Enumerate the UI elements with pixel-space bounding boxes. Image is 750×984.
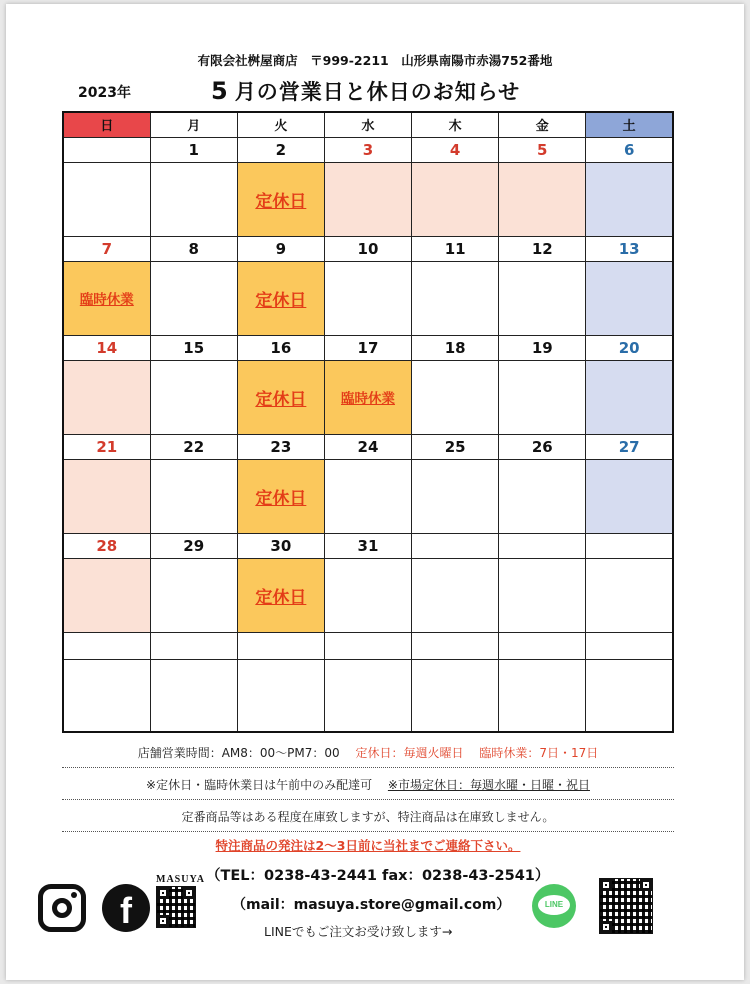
date-cell bbox=[412, 632, 499, 659]
week-1-dates bbox=[63, 137, 673, 162]
weekday-fri: 金 bbox=[499, 112, 586, 137]
week-4-dates bbox=[63, 434, 673, 459]
week-6-notes bbox=[63, 659, 673, 732]
note-cell bbox=[586, 162, 673, 236]
weekday-mon: 月 bbox=[150, 112, 237, 137]
instagram-icon[interactable] bbox=[38, 884, 86, 932]
date-cell: 15 bbox=[150, 335, 237, 360]
note-cell bbox=[324, 558, 411, 632]
date-cell: 19 bbox=[499, 335, 586, 360]
note-cell bbox=[499, 261, 586, 335]
business-hours: 店舗営業時間：AM8：00〜PM7：00 bbox=[137, 746, 340, 760]
note-cell bbox=[324, 459, 411, 533]
line-icon[interactable] bbox=[532, 884, 576, 928]
order-note: 特注商品の発注は2〜3日前に当社までご連絡下さい。 bbox=[215, 838, 521, 853]
weekday-header-row bbox=[63, 112, 673, 137]
note-cell bbox=[63, 459, 150, 533]
date-cell bbox=[63, 632, 150, 659]
date-cell: 24 bbox=[324, 434, 411, 459]
date-cell: 13 bbox=[586, 236, 673, 261]
note-cell bbox=[586, 261, 673, 335]
title-month: 5 bbox=[211, 77, 229, 105]
date-cell: 3 bbox=[324, 137, 411, 162]
page-title bbox=[211, 76, 520, 106]
weekday-thu: 木 bbox=[412, 112, 499, 137]
holiday-label: 定休日 bbox=[255, 587, 307, 608]
temp-holiday-label: 臨時休業 bbox=[79, 292, 134, 308]
date-cell: 30 bbox=[237, 533, 324, 558]
date-cell: 4 bbox=[412, 137, 499, 162]
weekday-sat: 土 bbox=[586, 112, 673, 137]
date-cell: 2 bbox=[237, 137, 324, 162]
week-6-dates bbox=[63, 632, 673, 659]
note-cell bbox=[499, 659, 586, 732]
date-cell bbox=[237, 632, 324, 659]
notice-page bbox=[6, 4, 744, 980]
note-cell bbox=[63, 558, 150, 632]
date-cell bbox=[324, 632, 411, 659]
date-cell: 16 bbox=[237, 335, 324, 360]
date-cell: 7 bbox=[63, 236, 150, 261]
line-badge: LINE bbox=[538, 895, 570, 915]
note-cell bbox=[499, 360, 586, 434]
date-cell bbox=[412, 533, 499, 558]
date-cell: 12 bbox=[499, 236, 586, 261]
note-cell bbox=[63, 360, 150, 434]
note-cell bbox=[586, 360, 673, 434]
title-text: 月の営業日と休日のお知らせ bbox=[234, 80, 521, 104]
email[interactable]: （mail：masuya.store@gmail.com） bbox=[232, 897, 511, 913]
date-cell: 20 bbox=[586, 335, 673, 360]
line-qr-code-icon[interactable] bbox=[599, 878, 653, 934]
note-cell bbox=[237, 558, 324, 632]
date-cell: 5 bbox=[499, 137, 586, 162]
date-cell: 18 bbox=[412, 335, 499, 360]
holiday-label: 定休日 bbox=[255, 488, 307, 509]
date-cell bbox=[150, 632, 237, 659]
stock-note: 定番商品等はある程度在庫致しますが、特注商品は在庫致しません。 bbox=[181, 810, 555, 824]
week-2-notes bbox=[63, 261, 673, 335]
weekday-tue: 火 bbox=[237, 112, 324, 137]
date-cell: 31 bbox=[324, 533, 411, 558]
date-cell bbox=[499, 533, 586, 558]
week-4-notes bbox=[63, 459, 673, 533]
date-cell: 1 bbox=[150, 137, 237, 162]
date-cell bbox=[586, 533, 673, 558]
date-cell: 26 bbox=[499, 434, 586, 459]
line-note: LINEでもご注文お受け致します→ bbox=[264, 924, 453, 939]
note-cell bbox=[150, 162, 237, 236]
tel-fax: （TEL：0238-43-2441 fax：0238-43-2541） bbox=[206, 868, 550, 884]
hours-line bbox=[62, 744, 674, 768]
date-cell bbox=[63, 137, 150, 162]
note-cell bbox=[499, 459, 586, 533]
note-cell bbox=[586, 659, 673, 732]
week-2-dates bbox=[63, 236, 673, 261]
temp-holiday-label: 臨時休業 bbox=[340, 391, 395, 407]
week-5-dates bbox=[63, 533, 673, 558]
note-cell bbox=[237, 162, 324, 236]
note-cell bbox=[412, 360, 499, 434]
week-3-notes bbox=[63, 360, 673, 434]
qr-code-icon[interactable] bbox=[156, 886, 196, 928]
temp-holiday-note: 臨時休業：7日・17日 bbox=[479, 746, 599, 760]
note-cell bbox=[150, 459, 237, 533]
note-cell bbox=[324, 261, 411, 335]
date-cell: 17 bbox=[324, 335, 411, 360]
date-cell bbox=[586, 632, 673, 659]
date-cell: 21 bbox=[63, 434, 150, 459]
note-cell bbox=[586, 558, 673, 632]
note-cell bbox=[150, 558, 237, 632]
note-cell bbox=[499, 558, 586, 632]
note-cell bbox=[237, 459, 324, 533]
date-cell: 6 bbox=[586, 137, 673, 162]
date-cell: 29 bbox=[150, 533, 237, 558]
date-cell: 11 bbox=[412, 236, 499, 261]
date-cell: 22 bbox=[150, 434, 237, 459]
note-cell bbox=[324, 659, 411, 732]
note-cell bbox=[324, 360, 411, 434]
calendar-table bbox=[62, 111, 674, 733]
date-cell: 27 bbox=[586, 434, 673, 459]
week-1-notes bbox=[63, 162, 673, 236]
stock-line bbox=[62, 808, 674, 832]
note-cell bbox=[499, 162, 586, 236]
regular-holiday-note: 定休日：毎週火曜日 bbox=[355, 746, 464, 760]
date-cell: 23 bbox=[237, 434, 324, 459]
brand-label: MASUYA bbox=[156, 874, 205, 885]
company-address: 有限会社桝屋商店 〒999-2211 山形県南陽市赤湯752番地 bbox=[197, 53, 553, 68]
holiday-label: 定休日 bbox=[255, 389, 307, 410]
note-cell bbox=[412, 261, 499, 335]
delivery-note: ※定休日・臨時休業日は午前中のみ配達可 bbox=[146, 778, 373, 792]
note-cell bbox=[150, 360, 237, 434]
note-cell bbox=[586, 459, 673, 533]
date-cell: 10 bbox=[324, 236, 411, 261]
note-cell bbox=[150, 659, 237, 732]
date-cell bbox=[499, 632, 586, 659]
note-cell bbox=[63, 162, 150, 236]
note-cell bbox=[237, 360, 324, 434]
holiday-label: 定休日 bbox=[255, 191, 307, 212]
date-cell: 9 bbox=[237, 236, 324, 261]
facebook-icon[interactable]: f bbox=[102, 884, 150, 932]
date-cell: 8 bbox=[150, 236, 237, 261]
date-cell: 28 bbox=[63, 533, 150, 558]
note-cell bbox=[412, 162, 499, 236]
note-cell bbox=[324, 162, 411, 236]
week-3-dates bbox=[63, 335, 673, 360]
note-cell bbox=[63, 659, 150, 732]
week-5-notes bbox=[63, 558, 673, 632]
delivery-line bbox=[62, 776, 674, 800]
note-cell bbox=[150, 261, 237, 335]
weekday-wed: 水 bbox=[324, 112, 411, 137]
note-cell bbox=[237, 659, 324, 732]
date-cell: 25 bbox=[412, 434, 499, 459]
holiday-label: 定休日 bbox=[255, 290, 307, 311]
note-cell bbox=[412, 459, 499, 533]
weekday-sun: 日 bbox=[63, 112, 150, 137]
date-cell: 14 bbox=[63, 335, 150, 360]
market-note: ※市場定休日：毎週水曜・日曜・祝日 bbox=[387, 778, 590, 792]
note-cell bbox=[412, 659, 499, 732]
note-cell bbox=[237, 261, 324, 335]
year-label: 2023年 bbox=[78, 85, 131, 101]
note-cell bbox=[63, 261, 150, 335]
note-cell bbox=[412, 558, 499, 632]
